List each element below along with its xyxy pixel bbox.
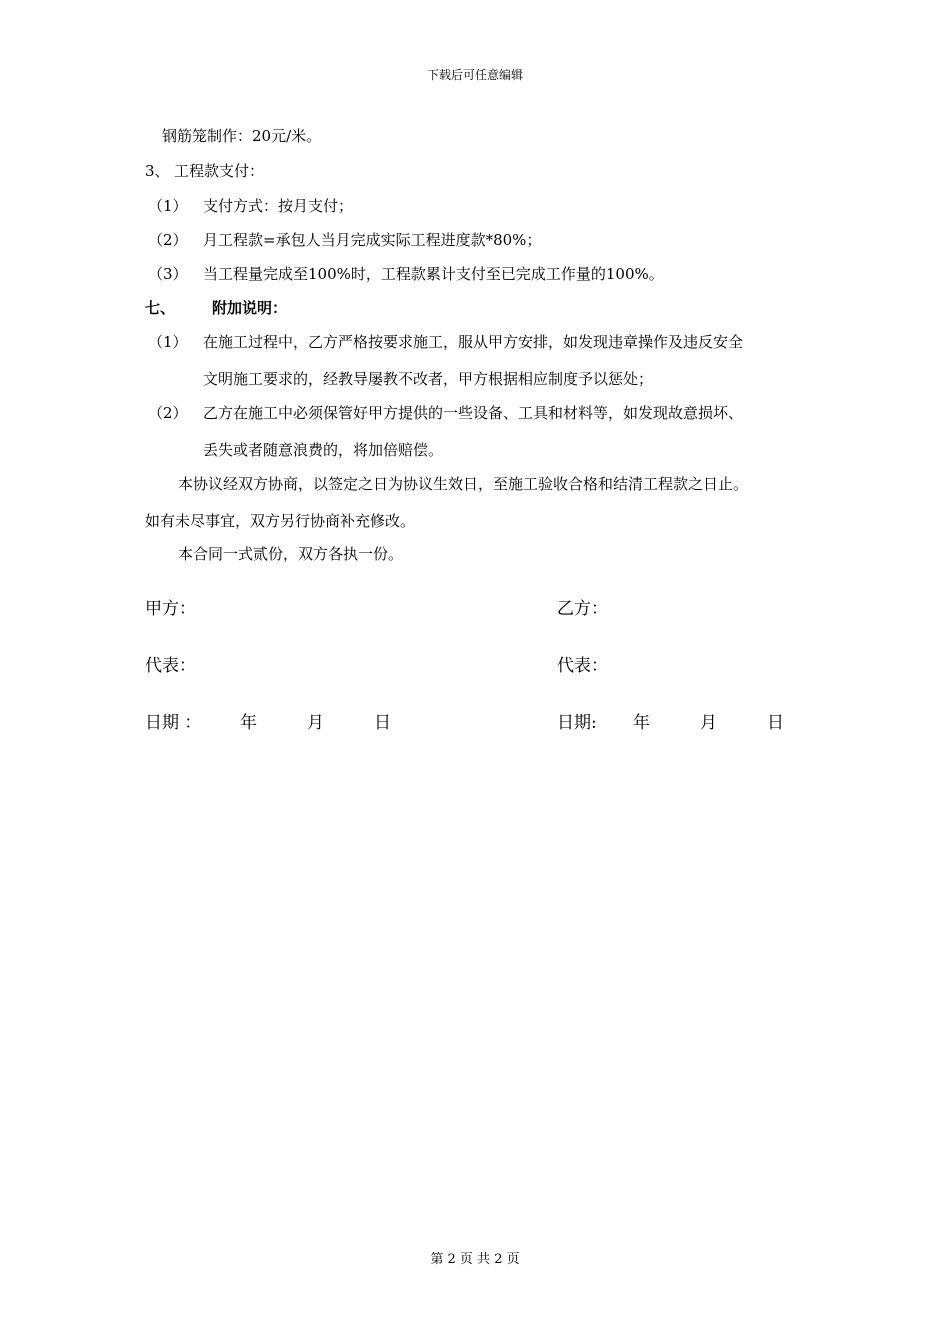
- note-2-number: （2）: [148, 404, 188, 422]
- payment-item-1-text: 支付方式：按月支付；: [203, 197, 354, 215]
- note-1-line-2: 文明施工要求的，经教导屡教不改者，甲方根据相应制度予以惩处；: [203, 370, 654, 388]
- payment-item-3-text: 当工程量完成至100%时，工程款累计支付至已完成工作量的100%。: [203, 265, 664, 283]
- agreement-line-2: 如有未尽事宜，双方另行协商补充修改。: [145, 512, 416, 530]
- party-b-year-label: 年: [633, 713, 650, 733]
- party-b-date-label: 日期:: [557, 713, 597, 733]
- note-2-line-2: 丢失或者随意浪费的，将加倍赔偿。: [203, 441, 444, 459]
- section-3-number: 3、: [145, 162, 170, 180]
- note-1-line-1: 在施工过程中，乙方严格按要求施工，服从甲方安排，如发现违章操作及违反安全: [203, 333, 744, 351]
- party-a-month-label: 月: [307, 713, 324, 733]
- party-a-day-label: 日: [374, 713, 391, 733]
- payment-item-2-text: 月工程款=承包人当月完成实际工程进度款*80%；: [203, 231, 542, 249]
- section-7-title: 附加说明：: [212, 299, 288, 317]
- note-1-number: （1）: [148, 333, 188, 351]
- agreement-line-1: 本协议经双方协商，以签定之日为协议生效日，至施工验收合格和结清工程款之日止。: [178, 475, 749, 493]
- party-b-label: 乙方：: [557, 599, 608, 619]
- party-b-month-label: 月: [700, 713, 717, 733]
- party-a-label: 甲方：: [145, 599, 196, 619]
- rebar-cage-line: 钢筋笼制作：20元/米。: [162, 127, 322, 145]
- note-2-line-1: 乙方在施工中必须保管好甲方提供的一些设备、工具和材料等，如发现故意损坏、: [203, 404, 744, 422]
- party-b-day-label: 日: [767, 713, 784, 733]
- payment-item-1-number: （1）: [148, 197, 188, 215]
- party-a-date-label: 日期 ：: [145, 713, 202, 733]
- section-7-number: 七、: [145, 299, 176, 317]
- payment-item-2-number: （2）: [148, 231, 188, 249]
- page-header: 下载后可任意编辑: [426, 68, 523, 82]
- party-b-representative-label: 代表：: [557, 656, 608, 676]
- section-3-title: 工程款支付：: [174, 162, 265, 180]
- party-a-representative-label: 代表：: [145, 656, 196, 676]
- page-footer: 第 2 页 共 2 页: [430, 1252, 520, 1267]
- copies-line: 本合同一式贰份，双方各执一份。: [178, 545, 404, 563]
- payment-item-3-number: （3）: [148, 265, 188, 283]
- party-a-year-label: 年: [240, 713, 257, 733]
